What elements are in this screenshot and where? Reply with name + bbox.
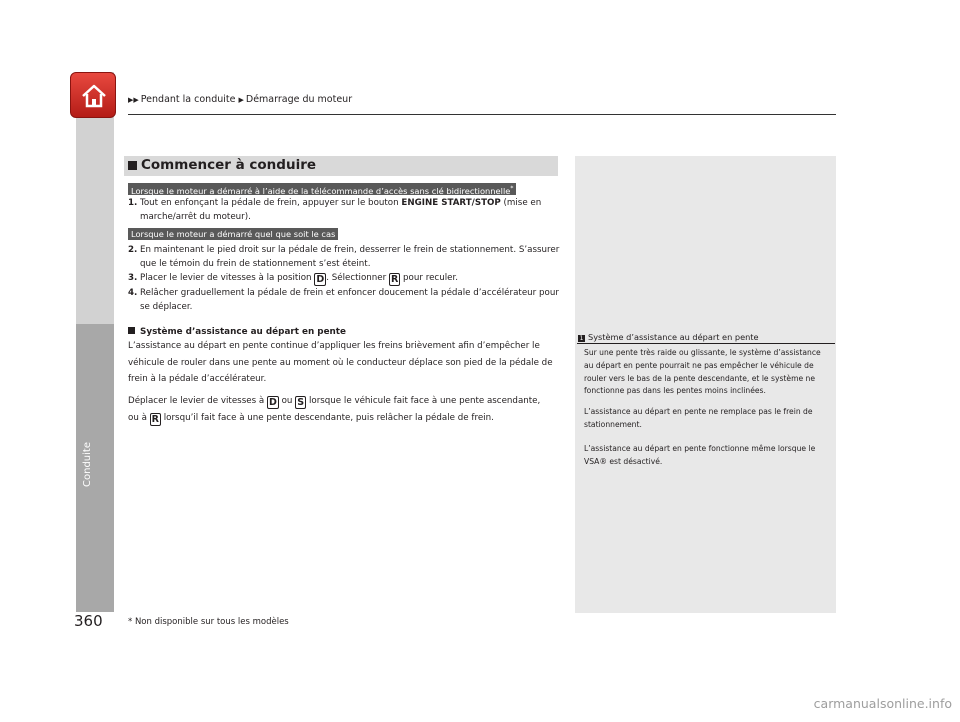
gear-d-key-icon: D	[268, 397, 277, 408]
step-text-part: (mise en marche/arrêt du moteur).	[140, 198, 542, 222]
subhead-square-icon	[128, 327, 135, 334]
gear-r-key-icon: R	[390, 274, 399, 285]
step-text-part: pour reculer.	[400, 273, 459, 283]
note-title: Système d’assistance au départ en pente	[588, 332, 759, 342]
step-4	[128, 286, 560, 314]
gear-d-key-icon: D	[316, 274, 325, 285]
note-marker-icon: 1	[579, 335, 584, 342]
hill-assist-paragraph-1: L’assistance au départ en pente continue d’appliquer les freins brièvement afin d’empêcher le véhicule de rouler dans une pente au moment où le conducteur déplace son pied de la pédale de frein à la pédale d’accélérateur.	[128, 341, 553, 385]
pill-text: Lorsque le moteur a démarré à l’aide de la télécommande d’accès sans clé bidirectionnelle	[131, 185, 511, 196]
para-text-part: Déplacer le levier de vitesses à	[128, 396, 267, 406]
breadcrumb-arrow-icon: ▶	[238, 96, 244, 104]
para-text-part: lorsque le véhicule fait face à une pente ascendante,	[306, 396, 541, 406]
step-text-part: Placer le levier de vitesses à la position	[140, 273, 315, 283]
para-text-part: ou à	[128, 412, 150, 423]
step-text	[140, 196, 560, 224]
step-number: 3.	[128, 273, 138, 283]
engine-start-stop-label: ENGINE START/STOP	[401, 198, 501, 208]
condition-pill-remote-start	[128, 183, 516, 195]
condition-pill-any-start	[128, 228, 338, 240]
gear-r-key-icon: R	[151, 413, 159, 425]
note-rule	[577, 343, 835, 344]
para-text-part: lorsqu’il fait face à une pente descendante, puis relâcher la pédale de frein.	[161, 412, 494, 423]
step-number: 1.	[128, 198, 138, 208]
footnote: * Non disponible sur tous les modèles	[128, 617, 289, 627]
section-title: Commencer à conduire	[141, 157, 317, 173]
watermark: carmanualsonline.info	[764, 694, 952, 714]
gear-s-key-icon: S	[295, 396, 306, 409]
step-text-part: Tout en enfonçant la pédale de frein, appuyer sur le bouton	[140, 198, 402, 208]
breadcrumb	[128, 94, 352, 105]
hill-assist-title: Système d’assistance au départ en pente	[140, 327, 346, 337]
side-tab-label: Conduite	[82, 442, 93, 487]
section-title-bar	[124, 156, 558, 176]
step-3	[128, 271, 560, 286]
home-icon	[79, 81, 109, 111]
hill-assist-heading	[128, 327, 346, 337]
section-square-icon	[128, 161, 137, 170]
chapter-side-tab[interactable]	[76, 72, 114, 612]
pill-text: Lorsque le moteur a démarré quel que soit le cas	[131, 229, 336, 239]
note-paragraph-1: Sur une pente très raide ou glissante, le système d’assistance au départ en pente pourrait ne pas empêcher le véhicule de rouler vers le bas de la pente descendante, et le système ne fonctionne pas dans les pentes moins inclinées.	[584, 348, 821, 396]
page-number: 360	[74, 612, 103, 630]
breadcrumb-item[interactable]: Démarrage du moteur	[245, 94, 353, 105]
breadcrumb-item[interactable]: Pendant la conduite	[140, 94, 236, 105]
step-number: 4.	[128, 288, 138, 298]
para-text-part: ou	[278, 396, 296, 406]
note-paragraph-2: L’assistance au départ en pente ne remplace pas le frein de stationnement.	[584, 407, 813, 429]
step-text	[140, 271, 560, 286]
step-1	[128, 196, 560, 224]
step-2	[128, 243, 560, 271]
header-rule	[128, 114, 836, 115]
note-heading	[578, 332, 759, 342]
breadcrumb-arrow-icon: ▶▶	[128, 96, 139, 104]
footnote-marker: *	[510, 185, 514, 192]
step-text: En maintenant le pied droit sur la pédale de frein, desserrer le frein de stationnement. S’assurer que le témoin du frein de stationnement s’est éteint.	[140, 245, 560, 269]
step-text: Relâcher graduellement la pédale de frein et enfoncer doucement la pédale d’accélérateur pour se déplacer.	[140, 288, 559, 312]
home-button[interactable]	[70, 72, 116, 118]
step-text-part: . Sélectionner	[326, 273, 389, 283]
hill-assist-paragraph-2	[128, 393, 558, 426]
note-paragraph-3: L’assistance au départ en pente fonctionne même lorsque le VSA® est désactivé.	[584, 444, 816, 466]
step-number: 2.	[128, 245, 138, 255]
